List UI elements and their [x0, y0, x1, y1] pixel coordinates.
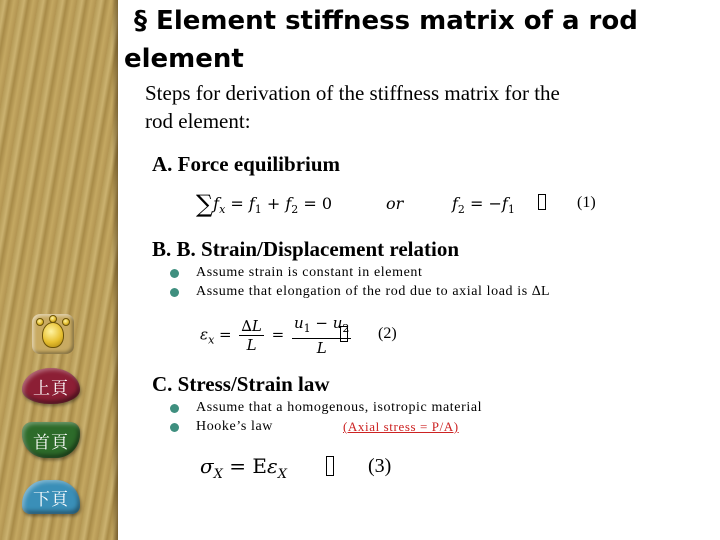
bell-logo-icon	[32, 314, 74, 354]
bullet-item: Assume that a homogenous, isotropic material	[170, 400, 482, 416]
equation-strain: $\varepsilon_x$ = $\frac{\Delta L}{L}$ = $\frac{u_1 - u_2}{L}$	[200, 314, 350, 357]
slide-title	[124, 2, 664, 78]
placeholder-glyph-icon	[538, 194, 546, 210]
intro-line2: rod element:	[145, 109, 251, 133]
bullet-item: Hooke’s law (Axial stress = P/A)	[170, 419, 459, 435]
next-page-button[interactable]: 下頁	[22, 480, 80, 514]
slide-title-line2: element	[124, 44, 244, 74]
equation-force-relation: $f_2 = -f_1$	[452, 194, 515, 217]
bullet-dot-icon	[170, 288, 179, 297]
section-b-heading: B. B. Strain/Displacement relation	[152, 237, 460, 261]
equation-number-3: (3)	[368, 455, 392, 477]
sidebar	[0, 0, 118, 540]
placeholder-glyph-icon	[326, 456, 334, 476]
axial-stress-note: (Axial stress = P/A)	[342, 419, 459, 434]
intro-line1: Steps for derivation of the stiffness matrix for the	[145, 81, 560, 105]
bullet-dot-icon	[170, 269, 179, 278]
slide-title-line1: § Element stiffness matrix of a rod	[134, 6, 638, 36]
prev-page-button[interactable]: 上頁	[22, 368, 80, 404]
equation-hooke: $\sigma_X = E\varepsilon_X$	[200, 454, 287, 482]
bullet-item: Assume that elongation of the rod due to axial load is ∆L	[170, 284, 550, 300]
intro-text	[145, 79, 665, 135]
equation-number-2: (2)	[378, 325, 397, 342]
bullet-dot-icon	[170, 404, 179, 413]
home-page-button[interactable]: 首頁	[22, 422, 80, 458]
equation-number-1: (1)	[577, 194, 596, 211]
bullet-item: Assume strain is constant in element	[170, 265, 423, 281]
placeholder-glyph-icon	[340, 326, 348, 342]
equation-force-sum: $\sum f_x = f_1 + f_2 = 0$	[196, 190, 333, 218]
section-c-heading: C. Stress/Strain law	[152, 372, 330, 396]
bullet-dot-icon	[170, 423, 179, 432]
section-a-heading: A. Force equilibrium	[152, 152, 341, 176]
equation-or: or	[386, 194, 404, 213]
